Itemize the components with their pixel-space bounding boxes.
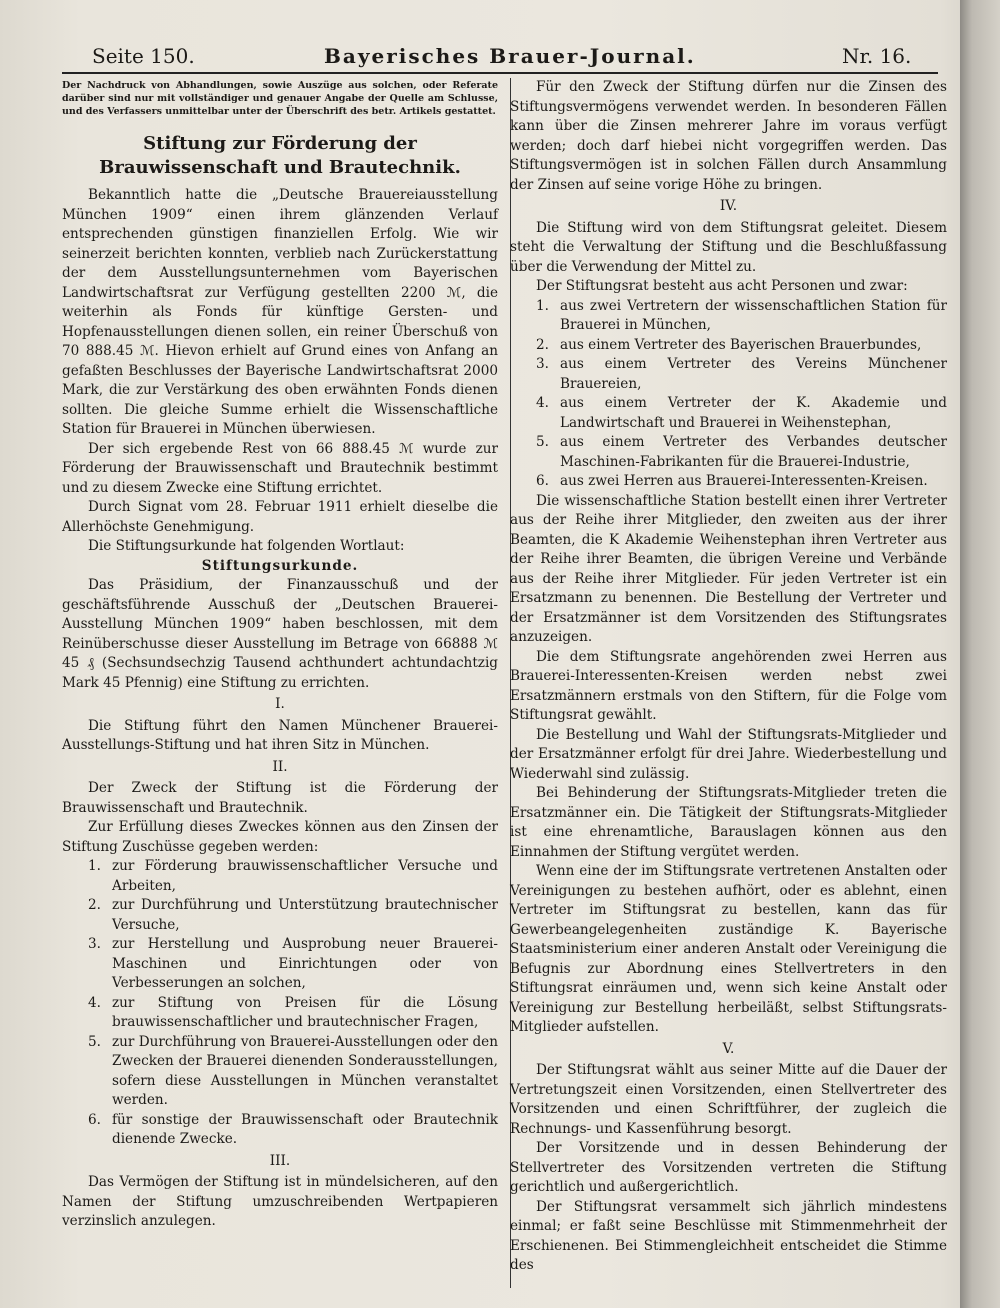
praesidium-paragraph: Das Präsidium, der Finanzausschuß und der geschäftsführende Ausschuß der „Deutschen Brauerei-Ausstellung München 1909“ haben beschlossen, mit dem Reinüberschusse dieser Ausstellung im Betrage von 66888 ℳ 45 ₰ (Sechsundsechzig Tausend achthundert achtundachtzig Mark 45 Pfennig) eine Stiftung zu errichten. (62, 577, 498, 691)
list-item (510, 472, 947, 492)
list-number: 1. (536, 297, 549, 314)
list-item (510, 433, 947, 472)
section-number: III. (269, 1152, 291, 1169)
list-number: 3. (536, 356, 549, 372)
zinsen-paragraph: Für den Zweck der Stiftung dürfen nur die Zinsen des Stiftungsvermögens verwendet werden. In besonderen Fällen kann über die Zinsen mehrerer Jahre im voraus verfügt werden; doch darf hiebei nicht vorgegriffen werden. Das Stiftungsvermögen ist in solchen Fällen durch Ansammlung der Zinsen auf seine vorige Höhe zu bringen. (510, 79, 947, 193)
list-text: zur Förderung brauwissenschaftlicher Versuche und Arbeiten, (112, 858, 498, 894)
list-item (510, 336, 947, 356)
list-text: zur Stiftung von Preisen für die Lösung brauwissenschaftlicher und brautechnischer Fragen, (112, 994, 498, 1031)
list-number: 6. (88, 1111, 101, 1128)
list-text: aus einem Vertreter des Verbandes deutscher Maschinen-Fabrikanten für die Brauerei-Industrie, (560, 434, 947, 470)
list-text: zur Herstellung und Ausprobung neuer Brauerei-Maschinen und Einrichtungen oder von Verbesserungen an solchen, (112, 936, 498, 992)
list-text: zur Durchführung von Brauerei-Ausstellungen oder den Zwecken der Brauerei dienenden Sonderausstellungen, sofern diese Ausstellungen in München veranstaltet werden. (112, 1033, 498, 1109)
section-1-text: Die Stiftung führt den Namen Münchener Brauerei-Ausstellungs-Stiftung und hat ihren Sitz in München. (62, 717, 498, 754)
section-number: I. (275, 696, 285, 713)
list-text: aus einem Vertreter des Vereins Münchener Brauereien, (560, 356, 947, 392)
list-item (62, 1033, 498, 1111)
signat-paragraph: Durch Signat vom 28. Februar 1911 erhielt dieselbe die Allerhöchste Genehmigung. (62, 499, 498, 535)
list-number: 5. (536, 434, 549, 450)
issue-number: Nr. 16. (842, 44, 912, 68)
page-number: Seite 150. (92, 44, 195, 68)
list-item (510, 394, 947, 433)
header-rule (62, 72, 938, 74)
list-item (510, 297, 947, 336)
section-4-text: Die Stiftung wird von dem Stiftungsrat geleitet. Diesem steht die Verwaltung der Stiftung und die Beschlußfassung über die Verwendung der Mittel zu. (510, 219, 947, 275)
list-item (62, 935, 498, 994)
journal-title: Bayerisches Brauer-Journal. (324, 44, 696, 68)
purpose-list (62, 857, 498, 1150)
behinderung-paragraph: Bei Behinderung der Stiftungsrats-Mitglieder treten die Ersatzmänner ein. Die Tätigkeit der Stiftungsrats-Mitglieder ist eine ehrenamtliche, Barauslagen können aus den Einnahmen der Stiftung vergütet werden. (510, 785, 947, 860)
rest-paragraph: Der sich ergebende Rest von 66 888.45 ℳ wurde zur Förderung der Brauwissenschaft und Brautechnik bestimmt und zu diesem Zwecke eine Stiftung errichtet. (62, 440, 498, 496)
list-text: aus einem Vertreter des Bayerischen Brauerbundes, (560, 336, 922, 353)
list-number: 5. (88, 1033, 101, 1050)
left-column (62, 78, 498, 1232)
section-3-text: Das Vermögen der Stiftung ist in mündelsicheren, auf den Namen der Stiftung umzuschreibenden Wertpapieren verzinslich anzulegen. (62, 1174, 498, 1230)
right-column (510, 78, 947, 1276)
section-number: II. (272, 758, 288, 775)
list-number: 4. (88, 994, 101, 1011)
council-member-list (510, 297, 947, 492)
list-item (62, 857, 498, 896)
intro-paragraph: Bekanntlich hatte die „Deutsche Brauereiausstellung München 1909“ einen ihrem glänzenden Verlauf entsprechenden günstigen finanziellen Erfolg. Wie wir seinerzeit berichten konnten, verblieb nach Zurückerstattung der dem Ausstellungsunternehmen vom Bayerischen Landwirtschaftsrat zur Verfügung gestellten 2200 ℳ, die weiterhin als Fonds für künftige Gersten- und Hopfenausstellungen dienen sollen, ein reiner Überschuß von 70 888.45 ℳ. Hievon erhielt auf Grund eines von Anfang an gefaßten Beschlusses der Bayerische Landwirtschaftsrat 2000 Mark, die zur Verstärkung des oben erwähnten Fonds dienen sollten. Die gleiche Summe erhielt die Wissenschaftliche Station für Brauerei in München überwiesen. (62, 187, 498, 438)
list-text: aus einem Vertreter der K. Akademie und Landwirtschaft und Brauerei in Weihenstephan, (560, 395, 947, 431)
station-paragraph: Die wissenschaftliche Station bestellt einen ihrer Vertreter aus der Reihe ihrer Mitglieder, den zweiten aus der ihrer Beamten, die K Akademie Weihenstephan ihren Vertreter aus der Reihe ihrer Beamten, die übrigen Vereine und Verbände aus der Reihe ihrer Mitglieder. Für jeden Vertreter ist ein Ersatzmann zu benennen. Die Bestellung der Vertreter und der Ersatzmänner ist dem Vorsitzenden des Stiftungsrates anzuzeigen. (510, 492, 947, 645)
list-item (62, 994, 498, 1033)
reprint-notice: Der Nachdruck von Abhandlungen, sowie Auszüge aus solchen, oder Referate darüber sind nur mit vollständiger und genauer Angabe der Quelle am Schlusse, und des Verfassers unmittelbar unter der Überschrift des betr. Artikels gestattet. (62, 80, 498, 117)
versammelt-paragraph: Der Stiftungsrat versammelt sich jährlich mindestens einmal; er faßt seine Beschlüsse mit Stimmenmehrheit der Erschienenen. Bei Stimmengleichheit entscheidet die Stimme des (510, 1198, 947, 1273)
list-number: 3. (88, 936, 101, 953)
list-number: 2. (88, 897, 101, 914)
section-number: V. (722, 1040, 735, 1057)
list-number: 2. (536, 336, 549, 353)
anstalt-paragraph: Wenn eine der im Stiftungsrate vertretenen Anstalten oder Vereinigungen zu bestehen aufhört, oder es ablehnt, einen Vertreter im Stiftungsrat zu bestellen, kann das für Gewerbeangelegenheiten zuständige K. Bayerische Staatsministerium einer anderen Anstalt oder Vereinigung die Befugnis zur Abordnung eines Stellvertreters in den Stiftungsrat einräumen und, wenn sich keine Anstalt oder Vereinigung zur Bestellung herbeiläßt, selbst Stiftungsrats-Mitglieder aufstellen. (510, 863, 947, 1035)
list-number: 6. (536, 473, 549, 489)
herren-paragraph: Die dem Stiftungsrate angehörenden zwei Herren aus Brauerei-Interessenten-Kreisen werden nebst zwei Ersatzmännern erstmals von den Stiftern, für die Folge vom Stiftungsrat gewählt. (510, 648, 947, 723)
section-2-text: Der Zweck der Stiftung ist die Förderung der Brauwissenschaft und Brautechnik. (62, 780, 498, 816)
list-text: aus zwei Vertretern der wissenschaftlichen Station für Brauerei in München, (560, 297, 947, 333)
list-item (510, 355, 947, 394)
article-title: Stiftung zur Förderung der Brauwissenschaft und Brautechnik. (99, 133, 461, 179)
list-item (62, 1111, 498, 1150)
list-text: für sonstige der Brauwissenschaft oder Brautechnik dienende Zwecke. (112, 1111, 498, 1148)
list-number: 1. (88, 858, 101, 875)
list-text: zur Durchführung und Unterstützung brautechnischer Versuche, (112, 897, 498, 933)
section-number: IV. (719, 198, 738, 214)
urkunde-heading: Stiftungsurkunde. (201, 557, 359, 574)
vorsitz-paragraph: Der Vorsitzende und in dessen Behinderung der Stellvertreter des Vorsitzenden vertreten die Stiftung gerichtlich und außergerichtlich. (510, 1140, 947, 1195)
section-5-text: Der Stiftungsrat wählt aus seiner Mitte auf die Dauer der Vertretungszeit einen Vorsitzenden, einen Stellvertreter des Vorsitzenden und einen Schriftführer, der zugleich die Rechnungs- und Kassenführung besorgt. (510, 1062, 947, 1137)
adjacent-page-edge (960, 0, 1000, 1308)
section-4-lead: Der Stiftungsrat besteht aus acht Personen und zwar: (536, 278, 908, 294)
wahl-paragraph: Die Bestellung und Wahl der Stiftungsrats-Mitglieder und der Ersatzmänner erfolgt für drei Jahre. Wiederbestellung und Wiederwahl sind zulässig. (510, 726, 947, 782)
list-text: aus zwei Herren aus Brauerei-Interessenten-Kreisen. (560, 473, 928, 489)
wortlaut-paragraph: Die Stiftungsurkunde hat folgenden Wortlaut: (88, 538, 405, 555)
list-number: 4. (536, 395, 549, 411)
section-2-lead: Zur Erfüllung dieses Zweckes können aus den Zinsen der Stiftung Zuschüsse gegeben werden: (62, 819, 498, 855)
page-header (62, 40, 937, 74)
list-item (62, 896, 498, 935)
